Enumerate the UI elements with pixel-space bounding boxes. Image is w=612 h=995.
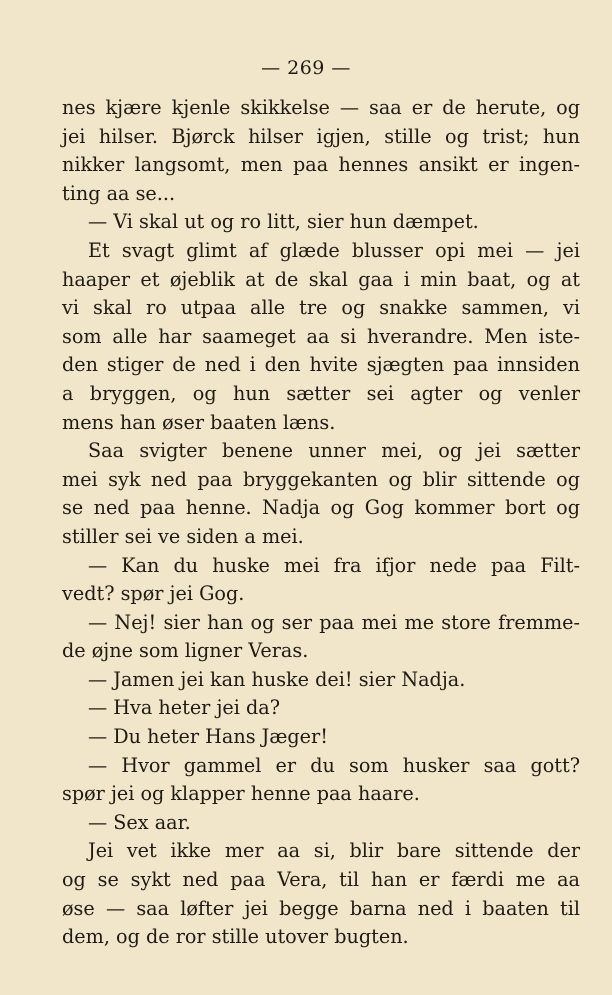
text-line: som alle har saameget aa si hverandre. Men iste-	[62, 324, 580, 348]
text-line: nikker langsomt, men paa hennes ansikt er ingen-	[62, 153, 580, 177]
text-line: Et svagt glimt af glæde blusser opi mei — jei	[88, 238, 580, 262]
page-number: — 269 —	[261, 57, 351, 79]
text-line: haaper et øjeblik at de skal gaa i min baat, og at	[62, 267, 580, 291]
text-line: Jei vet ikke mer aa si, blir bare sittende der	[88, 839, 580, 863]
text-line: spør jei og klapper henne paa haare.	[62, 782, 420, 806]
text-line: de øjne som ligner Veras.	[62, 639, 309, 663]
text-line: mei syk ned paa bryggekanten og blir sittende og	[62, 467, 580, 491]
text-line: mens han øser baaten læns.	[62, 410, 336, 434]
text-line: Saa svigter benene unner mei, og jei sætter	[88, 439, 580, 463]
text-line: a bryggen, og hun sætter sei agter og venler	[62, 381, 580, 405]
text-line: stiller sei ve siden a mei.	[62, 524, 304, 548]
text-line: jei hilser. Bjørck hilser igjen, stille og trist; hun	[62, 124, 580, 148]
text-line: — Hva heter jei da?	[88, 696, 280, 720]
text-line: se ned paa henne. Nadja og Gog kommer bort og	[62, 496, 580, 520]
text-line: — Vi skal ut og ro litt, sier hun dæmpet.	[88, 210, 479, 234]
text-line: nes kjære kjenle skikkelse — saa er de herute, og	[62, 96, 580, 119]
text-line: — Jamen jei kan huske dei! sier Nadja.	[88, 667, 466, 691]
text-line: ting aa se...	[62, 181, 176, 205]
text-line: — Du heter Hans Jæger!	[88, 725, 328, 749]
text-line: — Sex aar.	[88, 810, 191, 834]
text-line: vi skal ro utpaa alle tre og snakke sammen, vi	[62, 296, 580, 320]
text-line: dem, og de ror stille utover bugten.	[62, 925, 409, 949]
text-line: og se sykt ned paa Vera, til han er færdi me aa	[62, 868, 580, 892]
text-line: vedt? spør jei Gog.	[62, 582, 245, 606]
text-line: øse — saa løfter jei begge barna ned i baaten til	[62, 896, 580, 920]
body-text	[62, 94, 580, 952]
text-line: — Nej! sier han og ser paa mei me store fremme-	[88, 610, 580, 634]
text-line: — Hvor gammel er du som husker saa gott?	[88, 753, 580, 777]
text-line: den stiger de ned i den hvite sjægten paa innsiden	[62, 353, 580, 377]
text-line: — Kan du huske mei fra ifjor nede paa Filt-	[88, 553, 580, 577]
